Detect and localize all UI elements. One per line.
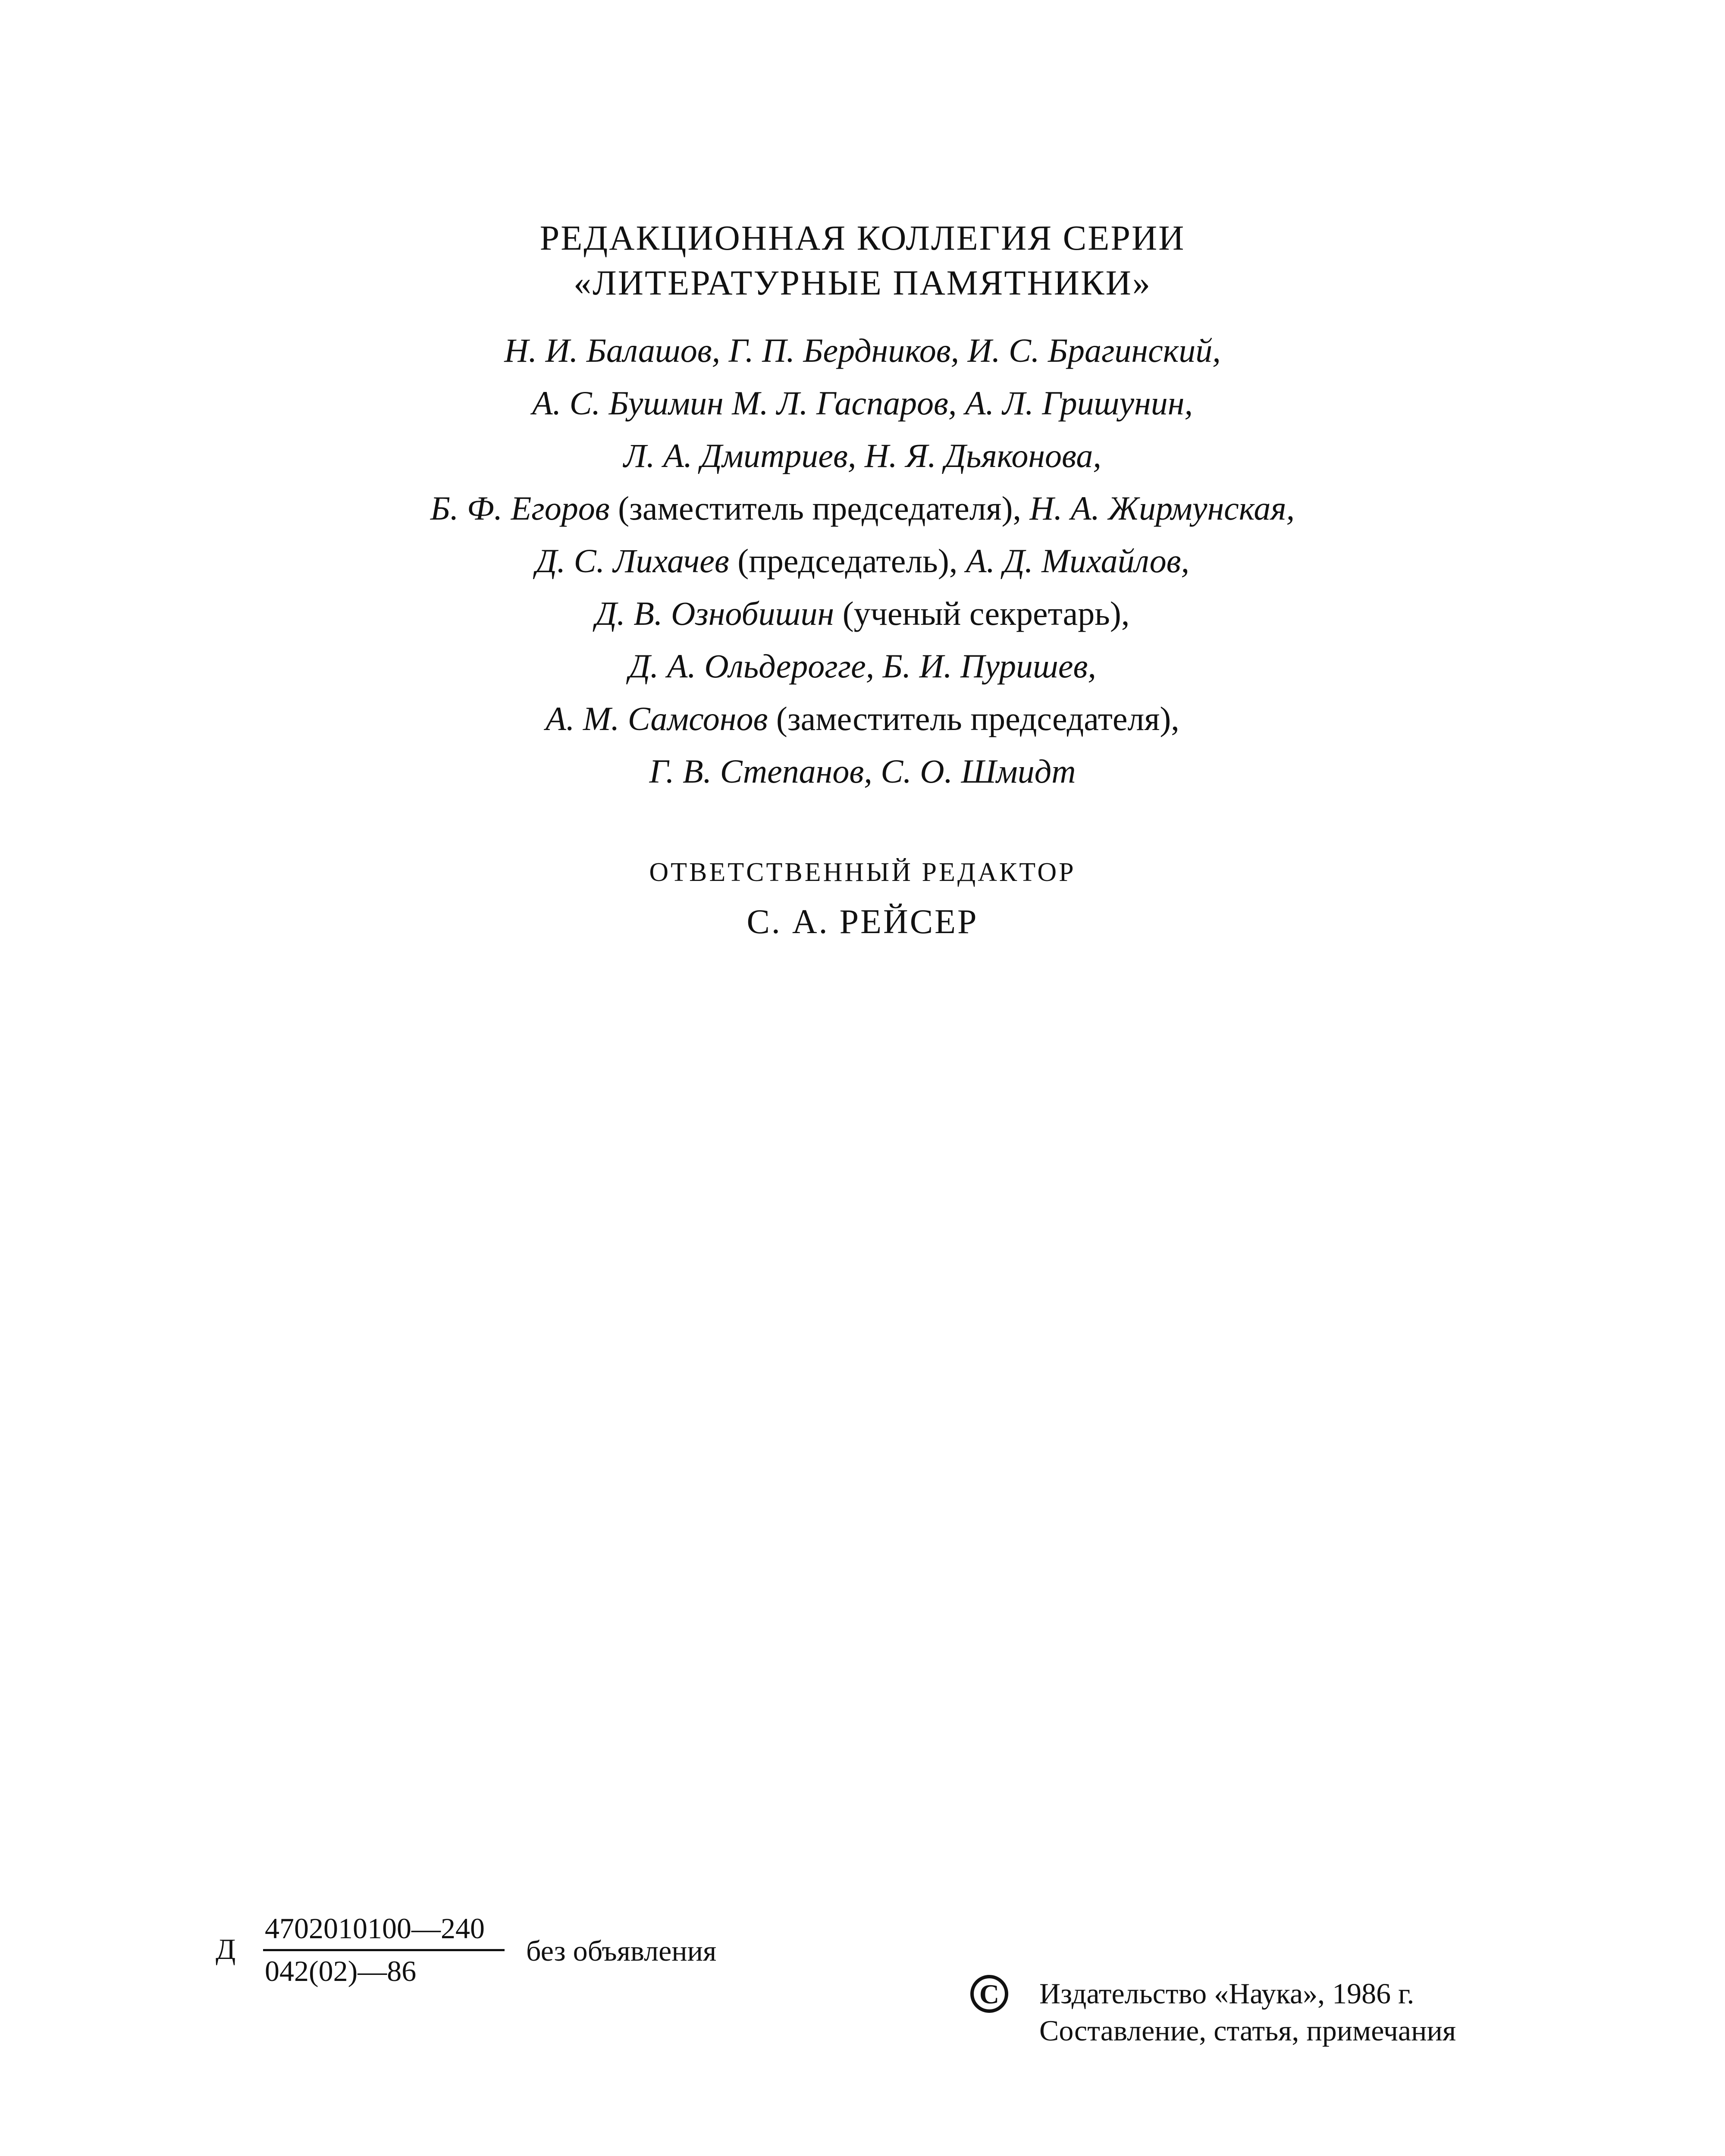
member-name: Н. И. Балашов, [504,332,721,369]
member-name: Д. С. Лихачев [535,542,729,580]
member-name: А. Д. Михайлов, [966,542,1190,580]
member-line [0,693,1725,745]
member-line [0,377,1725,429]
index-fraction [263,1911,505,1988]
copyright-icon: C [970,1975,1008,2013]
member-line [0,324,1725,377]
responsible-editor-heading: ОТВЕТСТВЕННЫЙ РЕДАКТОР [649,858,1076,887]
member-name: Л. А. Дмитриев, [624,437,856,474]
index-numerator: 4702010100—240 [265,1912,485,1945]
member-line [0,587,1725,640]
member-name: А. С. Бушмин [532,384,724,422]
board-heading-line-1: РЕДАКЦИОННАЯ КОЛЛЕГИЯ СЕРИИ [539,218,1186,257]
index-letter: Д [216,1933,236,1965]
member-name: Д. А. Ольдерогге, [629,647,875,685]
copyright-line-2: Составление, статья, примечания [1039,2014,1456,2047]
member-line [0,640,1725,693]
member-name: С. О. Шмидт [881,752,1076,790]
copyright-text [1039,1975,1456,2049]
member-name: М. Л. Гаспаров, [732,384,957,422]
member-name: Г. В. Степанов, [649,752,872,790]
member-role: (заместитель председателя), [776,700,1179,737]
member-name: А. Л. Гришунин, [965,384,1193,422]
editorial-board [0,216,1725,798]
member-line [0,429,1725,482]
board-heading-line-2: «ЛИТЕРАТУРНЫЕ ПАМЯТНИКИ» [574,263,1151,302]
responsible-editor-name: С. А. РЕЙСЕР [746,903,979,941]
member-name: А. М. Самсонов [546,700,768,737]
member-name: Б. И. Пуришев, [882,647,1096,685]
member-role: (ученый секретарь), [842,595,1130,632]
member-name: Н. Я. Дьяконова, [864,437,1101,474]
member-name: И. С. Брагинский, [967,332,1221,369]
member-name: Б. Ф. Егоров [430,489,610,527]
editorial-board-heading [0,216,1725,305]
member-role: (председатель), [737,542,958,580]
index-denominator: 042(02)—86 [265,1955,417,1987]
member-name: Г. П. Бердников, [728,332,960,369]
index-note: без объявления [526,1934,717,1967]
member-role: (заместитель председателя), [618,489,1022,527]
member-line [0,745,1725,798]
copyright-line-1: Издательство «Наука», 1986 г. [1039,1977,1414,2010]
member-name: Д. В. Ознобишин [595,595,834,632]
member-name: Н. А. Жирмунская, [1029,489,1295,527]
fraction-rule [263,1949,505,1951]
member-line [0,482,1725,535]
responsible-editor [0,853,1725,943]
board-member-list [0,324,1725,798]
member-line [0,535,1725,587]
